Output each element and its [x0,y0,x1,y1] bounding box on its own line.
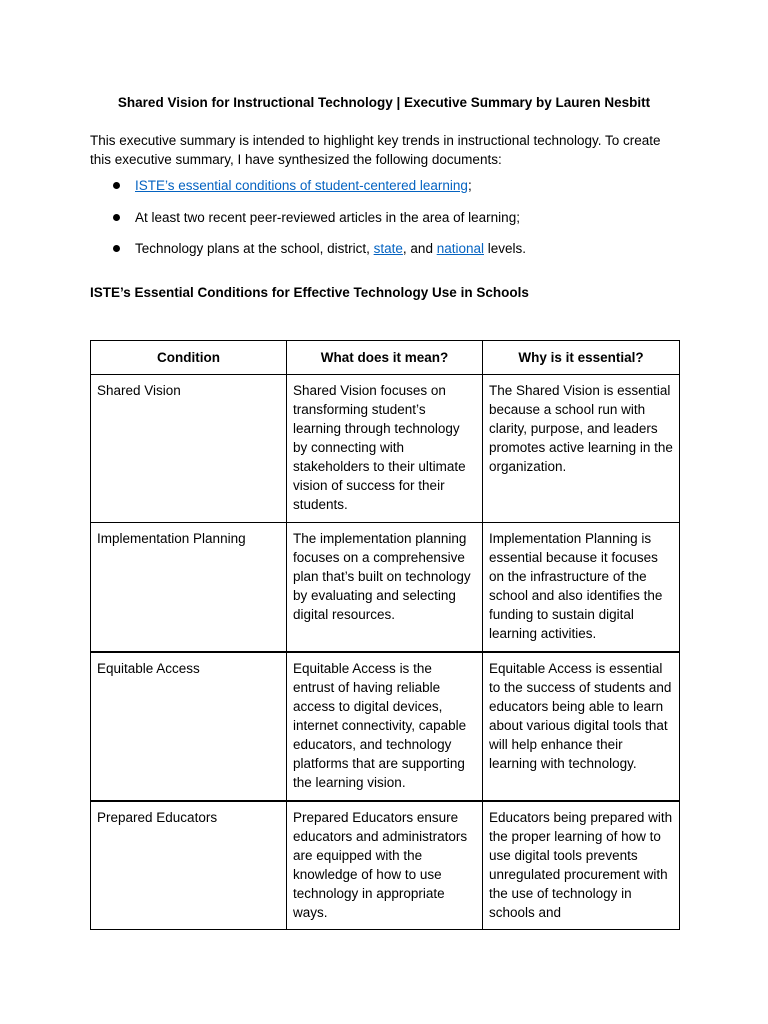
table-row [91,375,680,523]
cell-why: Implementation Planning is essential because it focuses on the infrastructure of the school and also identifies the funding to sustain digital learning activities. [483,523,680,653]
national-plan-link[interactable]: national [436,241,484,256]
intro-paragraph: This executive summary is intended to highlight key trends in instructional technology. To create this executive summary, I have synthesized the following documents: [90,133,661,167]
bullet-icon [113,182,120,189]
section-heading: ISTE’s Essential Conditions for Effective Technology Use in Schools [90,285,529,300]
list-item-text: , and [402,241,437,256]
header-condition: Condition [91,341,287,375]
list-item-text: At least two recent peer-reviewed articles in the area of learning; [135,209,520,225]
cell-why: Equitable Access is essential to the success of students and educators being able to learn about various digital tools that will help enhance their learning with technology. [483,652,680,801]
cell-condition: Shared Vision [91,375,287,523]
table-header-row [91,341,680,375]
list-item-text: Technology plans at the school, district, [135,241,374,256]
table-row [91,801,680,930]
list-item-text: ; [467,178,472,193]
cell-meaning: Prepared Educators ensure educators and administrators are equipped with the knowledge of how to use technology in appropriate ways. [287,801,483,930]
bullet-icon [113,245,120,252]
list-item-text: levels. [484,241,527,256]
cell-why: The Shared Vision is essential because a school run with clarity, purpose, and leaders promotes active learning in the organization. [483,375,680,523]
cell-meaning: Shared Vision focuses on transforming student’s learning through technology by connecting with stakeholders to their ultimate vision of success for their students. [287,375,483,523]
source-list [90,176,680,271]
bullet-icon [113,214,120,221]
list-item [90,239,680,271]
document-title: Shared Vision for Instructional Technology | Executive Summary by Lauren Nesbitt [117,95,651,110]
iste-conditions-link[interactable]: ISTE’s essential conditions of student-centered learning [135,178,468,193]
table-row [91,652,680,801]
header-why: Why is it essential? [483,341,680,375]
state-plan-link[interactable]: state [373,241,403,256]
list-item [90,176,680,208]
cell-condition: Equitable Access [91,652,287,801]
cell-meaning: The implementation planning focuses on a comprehensive plan that’s built on technology by evaluating and selecting digital resources. [287,523,483,653]
cell-why: Educators being prepared with the proper learning of how to use digital tools prevents unregulated procurement with the use of technology in schools and [483,801,680,930]
conditions-table [90,340,680,930]
cell-meaning: Equitable Access is the entrust of having reliable access to digital devices, internet connectivity, capable educators, and technology platforms that are supporting the learning vision. [287,652,483,801]
cell-condition: Prepared Educators [91,801,287,930]
cell-condition: Implementation Planning [91,523,287,653]
list-item [90,208,680,240]
header-meaning: What does it mean? [287,341,483,375]
table-row [91,523,680,653]
